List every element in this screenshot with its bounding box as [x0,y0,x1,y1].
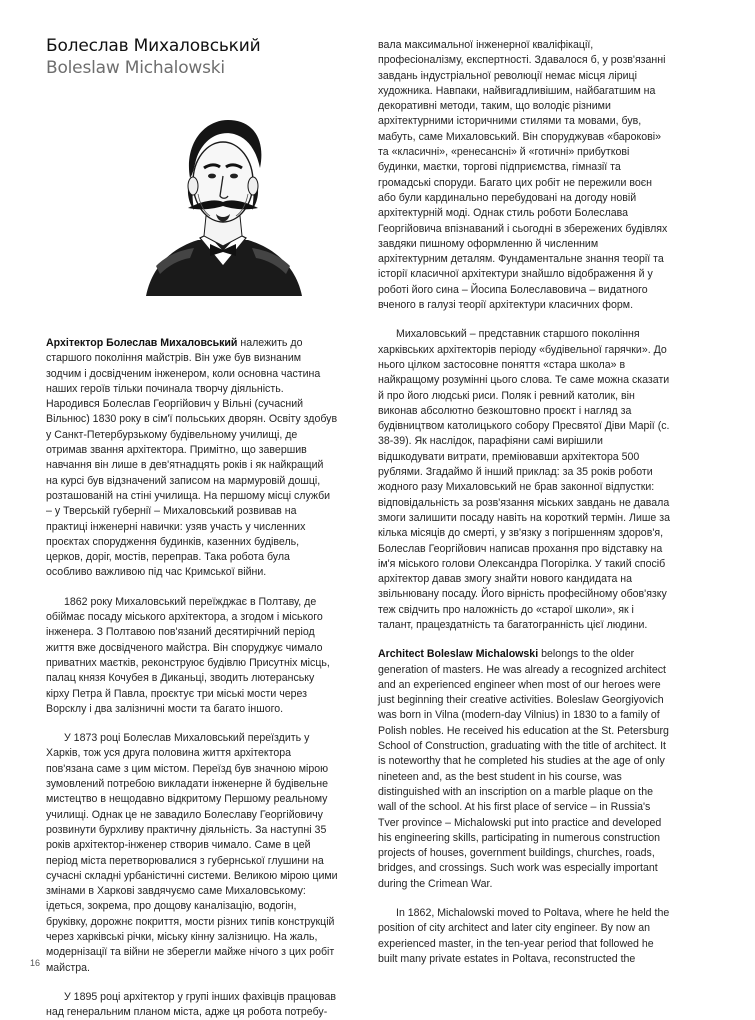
column-right [378,38,670,967]
title-english: Boleslaw Michalowski [46,58,225,78]
portrait-illustration-icon [138,98,308,296]
paragraph-text: належить до старшого покоління майстрів. Він уже був визнаним зодчим і досвідченим інженером, коли основна частина наших героїв тільки починала творчу діяльність. Народився Болеслав Георгійович у Вільні (сучасний Вільнюс) 1830 року в сім'ї польських дворян. Освіту здобув у Санкт-Петербурзькому будівельному училищі, де отримав звання архітектора. Примітно, що завершив навчання він лише в дев'ятнадцять років і як найкращий на курсі був відзначений записом на мармуровій дошці, розташованій на стіні училища. На першому місці служби – у Тверській губернії – Михаловський розвивав на практиці інженерні навички: узяв участь у численних проєктах спорудження будинків, казенних будівель, церков, доріг, мостів, переправ. Така робота була особливо важливою під час Кримської війни. [46,337,338,579]
paragraph-general-plan-uk: У 1895 році архітектор у групі інших фахівців працював над генеральним планом міста, адже ця робота потребу- [46,990,336,1019]
paragraph-poltava-uk: 1862 року Михаловський переїжджає в Полтаву, де обіймає посаду міського архітектора, а згодом і міського інженера. З Полтавою пов'язаний десятирічний період життя вже досвідченого майстра. Він споруджує чимало приватних маєтків, реконструює будівлю Присутніх місць, палац князя Кочубея в Диканьці, зводить лютеранську кірху Петра й Павла, проєктує три міські мости через Ворсклу і два залізничні мости та багато іншого. [46,595,330,715]
page-number: 16 [30,958,41,968]
paragraph-text: belongs to the older generation of masters. He was already a recognized architect and an experienced engineer when most of our heroes were just beginning their creative activities. Boleslaw Georgiyovich was born in Vilna (modern-day Vilnius) in 1830 to a family of Polish nobles. He received his education at the St. Petersburg School of Construction, graduating with the title of architect. It is noteworthy that he completed his studies at the age of only nineteen and, as the best student in his course, was distinguished with an inscription on a marble plaque on the wall of the school. At his first place of service – in Russia's Tver province – Michalowski put into practice and developed his engineering skills, participating in numerous construction projects of houses, government buildings, churches, roads, bridges, and crossings. Such work was especially important during the Crimean War. [378,648,669,890]
paragraph-kharkiv-uk: У 1873 році Болеслав Михаловський переїздить у Харків, тож уся друга половина життя архітектора пов'язана саме з цим містом. Переїзд був значною мірою зумовлений потребою викладати інженерне й будівельне мистецтво в нещодавно відкритому Першому реальному училищі. Однак це не завадило Болеславу Георгійовичу розвинути бурхливу практичну діяльність. За наступні 35 років архітектор-інженер створив чимало. Саме в цей період міста перетворювалися з губернської глушини на сучасні складні урбаністичні системи. Великою мірою цими змінами в Харкові завдячуємо саме Михаловському: ідеться, зокрема, про дощову каналізацію, водогін, бруківку, дорожнє покриття, мости різних типів конструкцій через харківські річки, міську кінну залізницю. На жаль, модернізації та війни не зберегли майже нічого з цих робіт майстра. [46,732,338,974]
paragraph-old-school-uk: Михаловський – представник старшого покоління харківських архітекторів періоду «будівельної гарячки». До нього цілком застосовне поняття «стара школа» в найкращому розумінні цього слова. Те саме можна сказати й про його людські риси. Поляк і ревний католик, він виконав абсолютно безкоштовно проєкт і нагляд за будівництвом католицького собору Пресвятої Діви Марії (с. 38-39). Як наслідок, парафіяни самі вирішили відшкодувати витрати, преміювавши архітектора 500 рублями. Згадаймо й інший приклад: за 35 років роботи жодного разу Михаловський не брав законної відпустки: відповідальність за розв'язання міських завдань не давала змоги залишити посаду навіть на короткий термін. Лише за кілька місяців до смерті, у зв'язку з погіршенням здоров'я, Болеслав Георгійович написав прохання про відставку на ім'я міського голови Олександра Погорілка. У такий спосіб архітектор давав змогу знайти нового кандидата на звільнювану посаду. Його вірність професійному обов'язку теж свідчить про наложність до «старої школи», як і талант, працездатність та багатогранність цієї людини. [378,328,671,631]
paragraph-intro-en [378,647,670,892]
paragraph-poltava-en: In 1862, Michalowski moved to Poltava, where he held the position of city architect and later city engineer. By now an experienced master, in the ten-year period that followed he built many private estates in Poltava, reconstructed the [378,907,670,965]
paragraph-continued-uk: вала максимальної інженерної кваліфікації, професіоналізму, експертності. Здавалося б, у розв'язанні завдань індустріальної революції немає місця ліриці художника. Навпаки, найвигадливішим, найбагатшим на декоративні методи, таким, що володіє різними архітектурними історичними стилями та мовами, був, мабуть, саме Михаловський. Він споруджував «барокові» та «класичні», «ренесансні» й «готичні» прибуткові будинки, маєтки, торгові підприємства, гімназії та громадські споруди. Багато цих робіт не пережили воєн або були кардинально перебудовані на догоду новій архітектурній моді. Однак стиль роботи Болеслава Георгійовича впізнаваний і сьогодні в збережених будівлях завдяки пишному оформленню й численним архітектурним деталям. Фундаментальне знання теорії та історії класичної архітектури знайшло відображення й у роботі його сина – Йосипа Болеславовича – видатного вченого в галузі теорії архітектури класичних форм. [378,39,668,312]
lead-name-en: Architect Boleslaw Michalowski [378,648,539,661]
column-left [46,336,338,1020]
title-ukrainian: Болеслав Михаловський [46,36,261,56]
lead-name-uk: Архітектор Болеслав Михаловський [46,337,238,349]
paragraph-intro-uk [46,336,338,581]
